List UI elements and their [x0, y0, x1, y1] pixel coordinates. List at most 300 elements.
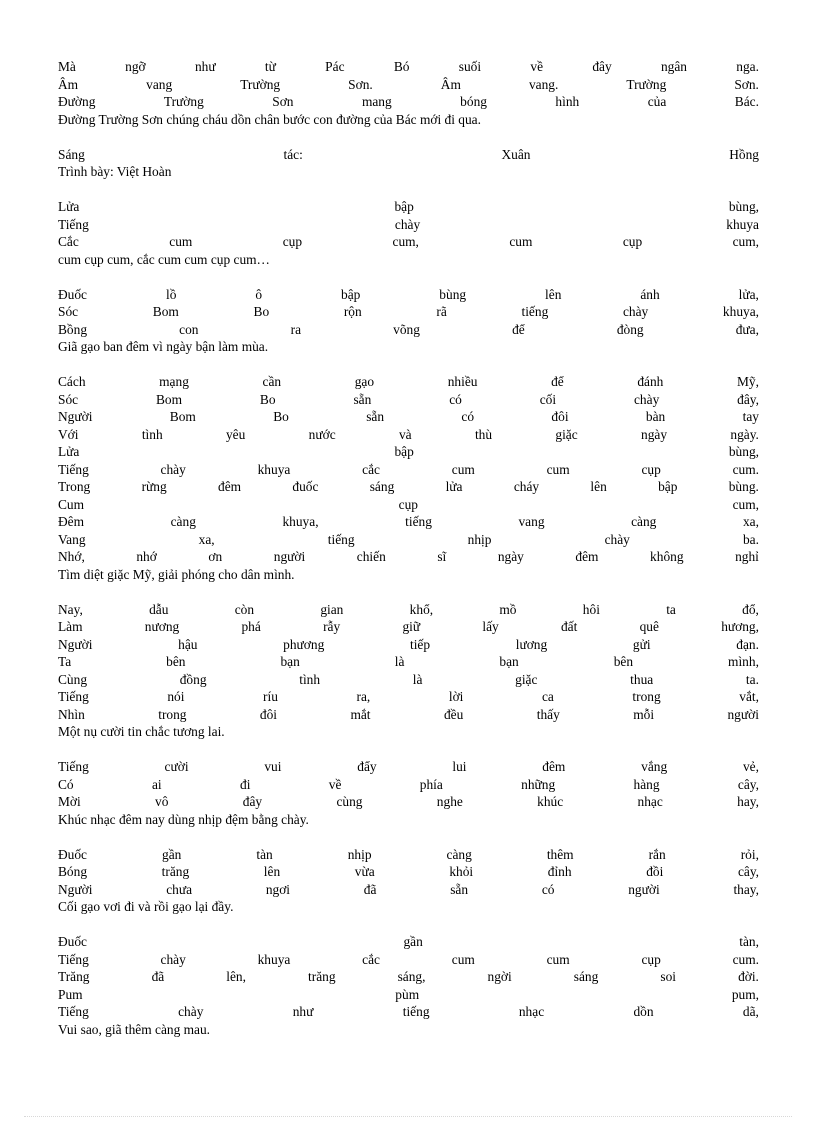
word: bập [658, 479, 678, 494]
word: ngày. [730, 426, 759, 442]
word: cum [546, 461, 570, 477]
word: cum, [392, 234, 419, 249]
word: Lửa [58, 199, 80, 214]
word: bập [394, 199, 414, 214]
word: gian [320, 601, 344, 617]
word: đời. [738, 969, 759, 984]
word: nhịp [347, 846, 372, 862]
word: lửa [445, 479, 463, 494]
poem-line [58, 426, 759, 444]
word: đồng [179, 671, 207, 687]
word: mình, [728, 654, 759, 669]
word: gần [162, 846, 182, 862]
word: hình [555, 94, 580, 109]
word: bùng, [728, 444, 759, 459]
poem-line [58, 688, 759, 706]
word: phá [241, 619, 261, 634]
poem-line [58, 461, 759, 479]
word: đây [592, 59, 612, 74]
word: rẫy [323, 619, 341, 634]
word: Tiếng [58, 689, 89, 704]
word: hay, [737, 794, 759, 809]
word: Bom [169, 409, 196, 424]
word: Nay, [58, 601, 83, 617]
word: cum [451, 461, 475, 477]
word: tàn [256, 846, 273, 862]
word: đều [443, 706, 464, 722]
poem-line: Trình bày: Việt Hoàn [58, 164, 172, 179]
word: chiến [356, 549, 386, 564]
word: đôi [259, 706, 278, 722]
poem-line [58, 776, 759, 794]
word: Sáng [58, 146, 85, 162]
word: thù [474, 426, 493, 442]
word: sẵn [366, 409, 385, 424]
word: lồ [165, 286, 177, 302]
word: Xuân [501, 146, 531, 162]
word: sáng [369, 479, 395, 494]
poem-line [58, 233, 759, 251]
word: Tiếng [58, 461, 89, 477]
word: đêm [575, 549, 599, 564]
word: rộn [343, 304, 362, 319]
word: tình [299, 671, 321, 687]
poem-line [58, 793, 759, 811]
word: võng [393, 321, 420, 337]
word: yêu [225, 426, 246, 442]
word: rắn [648, 846, 666, 862]
poem-line [58, 198, 759, 216]
poem-line [58, 443, 759, 461]
word: cụp [641, 461, 661, 477]
word: người [727, 706, 759, 722]
stanza [58, 286, 759, 356]
word: Lửa [58, 444, 80, 459]
word: cum [546, 951, 570, 967]
word: cây, [737, 776, 759, 792]
word: khúc [537, 794, 564, 809]
word: càng [170, 514, 196, 529]
word: bàn [645, 409, 666, 424]
stanza [58, 146, 759, 181]
poem-line [58, 408, 759, 426]
word: tiếng [521, 304, 549, 319]
word: trong [158, 706, 187, 722]
word: mắt [350, 706, 371, 722]
word: Người [58, 636, 93, 652]
word: thấy [536, 706, 560, 722]
word: chày [394, 216, 421, 232]
word: Làm [58, 619, 83, 634]
document-page [58, 58, 759, 1056]
word: về [328, 776, 342, 792]
word: bóng [460, 94, 487, 109]
word: cum, [732, 496, 759, 512]
word: Trăng [58, 969, 90, 984]
word: khuya [726, 216, 759, 232]
word: có [541, 881, 555, 897]
word: đêm [542, 759, 566, 774]
word: đây, [737, 391, 759, 407]
word: ra [290, 321, 302, 337]
word: người [273, 549, 306, 564]
word: nhớ [136, 549, 157, 564]
word: ngỡ [125, 59, 146, 74]
word: rỏi, [740, 846, 759, 862]
poem-line [58, 93, 759, 111]
word: đây [242, 794, 263, 809]
poem-line [58, 373, 759, 391]
word: cụp [622, 234, 643, 249]
word: ra, [356, 689, 371, 704]
word: bên [613, 654, 634, 669]
word: Bo [273, 409, 289, 424]
word: gửi [632, 636, 651, 652]
word: để [512, 321, 525, 337]
word: khuya, [722, 304, 759, 319]
word: đôi [551, 409, 569, 424]
word: Ta [58, 654, 72, 669]
word: bùng, [728, 199, 759, 214]
word: Sóc [58, 391, 79, 407]
word: đỉnh [547, 864, 572, 879]
word: ngời [487, 969, 512, 984]
word: Âm [58, 76, 79, 92]
word: vang [146, 76, 173, 92]
word: vẻ, [742, 759, 759, 774]
poem-line: Khúc nhạc đêm nay dùng nhịp đệm bằng chày. [58, 811, 309, 827]
word: khuya, [282, 514, 319, 529]
word: tình [141, 426, 163, 442]
word: Đường [58, 94, 96, 109]
word: Nhớ, [58, 549, 85, 564]
word: ô [255, 286, 263, 302]
word: dã, [742, 1004, 759, 1019]
word: Pác [325, 59, 345, 74]
word: ánh [640, 286, 660, 302]
word: từ [264, 59, 276, 74]
word: mỗi [633, 706, 655, 722]
word: Người [58, 409, 93, 424]
word: lên [590, 479, 607, 494]
word: đòng [616, 321, 644, 337]
word: đổ, [742, 601, 759, 617]
word: gạo [354, 374, 375, 389]
word: xa, [198, 531, 215, 547]
word: cum [451, 951, 475, 967]
word: cum, [732, 234, 759, 249]
word: đã [363, 881, 377, 897]
word: Bo [253, 304, 270, 319]
word: cum [509, 234, 533, 249]
poem-line: Một nụ cười tin chắc tương lai. [58, 724, 225, 739]
word: vắt, [739, 689, 759, 704]
word: đánh [637, 374, 664, 389]
word: Sơn. [734, 76, 759, 92]
word: chày [160, 461, 186, 477]
word: Bom [152, 304, 179, 319]
poem-line [58, 478, 759, 496]
word: tiếng [402, 1004, 430, 1019]
word: cum. [732, 951, 759, 967]
word: lấy [482, 619, 499, 634]
word: sáng [573, 969, 599, 984]
poem-line [58, 933, 759, 951]
word: sẵn [450, 881, 469, 897]
word: nga. [736, 59, 759, 74]
word: Đuốc [58, 934, 88, 949]
word: phía [419, 776, 443, 792]
word: không [650, 549, 684, 564]
word: khuya [257, 951, 291, 967]
word: nhiều [447, 374, 478, 389]
poem-line [58, 513, 759, 531]
word: càng [446, 846, 472, 862]
word: lời [448, 689, 464, 704]
poem-line [58, 671, 759, 689]
word: vang. [528, 76, 559, 92]
word: chày [622, 304, 649, 319]
word: Sơn. [348, 76, 373, 92]
word: Cum [58, 496, 85, 512]
word: tiếp [409, 636, 431, 652]
word: lui [452, 759, 467, 774]
word: Mời [58, 794, 81, 809]
word: ca [541, 689, 554, 704]
word: bùng. [728, 479, 759, 494]
word: nghe [436, 794, 463, 809]
word: cối [539, 391, 557, 407]
word: thay, [733, 881, 759, 897]
stanza [58, 198, 759, 268]
word: là [394, 654, 405, 669]
poem-line [58, 653, 759, 671]
poem-line [58, 636, 759, 654]
word: vắng [641, 759, 668, 774]
poem-line [58, 881, 759, 899]
word: lên, [226, 969, 246, 984]
word: sĩ [437, 549, 447, 564]
word: Với [58, 426, 79, 442]
poem-line [58, 286, 759, 304]
word: tiếng [405, 514, 432, 529]
word: như [194, 59, 216, 74]
word: rừng [141, 479, 167, 494]
poem-line: Tìm diệt giặc Mỹ, giải phóng cho dân mình. [58, 566, 295, 582]
word: Tiếng [58, 759, 89, 774]
word: bùng [439, 286, 467, 302]
poem-line [58, 548, 759, 566]
word: thêm [546, 846, 574, 862]
poem-line: cum cụp cum, cắc cum cum cụp cum… [58, 251, 270, 267]
word: ngân [660, 59, 687, 74]
word: nước [308, 426, 336, 442]
word: khỏi [449, 864, 474, 879]
word: cụp [641, 951, 661, 967]
word: tiếng [327, 531, 355, 547]
poem-line: Giã gạo ban đêm vì ngày bận làm mùa. [58, 339, 269, 354]
word: nghỉ [735, 549, 759, 564]
word: Sơn [272, 94, 294, 109]
word: suối [458, 59, 482, 74]
word: mang [361, 94, 392, 109]
stanza [58, 58, 759, 128]
word: Đuốc [58, 286, 88, 302]
word: giặc [555, 426, 578, 442]
poem-line: Đường Trường Sơn chúng cháu dồn chân bước con đường của Bác mới đi qua. [58, 111, 481, 127]
word: đạn. [736, 636, 759, 652]
word: Âm [440, 76, 461, 92]
poem-line [58, 846, 759, 864]
word: nương [144, 619, 180, 634]
word: con [179, 321, 199, 337]
word: gần [403, 934, 423, 949]
word: lửa, [738, 286, 759, 302]
word: dồn [633, 1004, 654, 1019]
word: tàn, [739, 934, 759, 949]
poem-line [58, 758, 759, 776]
word: Nhìn [58, 706, 85, 722]
word: trăng [161, 864, 190, 879]
word: chày [160, 951, 186, 967]
word: của [647, 94, 667, 109]
word: cum. [732, 461, 759, 477]
word: Trong [58, 479, 91, 494]
word: ngày [641, 426, 668, 442]
word: Trường [626, 76, 667, 92]
stanza [58, 846, 759, 916]
word: có [461, 409, 475, 424]
word: Có [58, 776, 74, 792]
poem-line [58, 146, 759, 164]
word: Bom [155, 391, 183, 407]
word: Cùng [58, 671, 88, 687]
poem-line [58, 303, 759, 321]
poem-line [58, 321, 759, 339]
word: ríu [263, 689, 278, 704]
word: thua [630, 671, 654, 687]
word: vang [518, 514, 545, 529]
word: nói [167, 689, 185, 704]
poem-line [58, 968, 759, 986]
word: Bồng [58, 321, 88, 337]
word: là [412, 671, 423, 687]
word: đêm [218, 479, 242, 494]
poem-line [58, 951, 759, 969]
word: những [521, 776, 556, 792]
word: bập [394, 444, 414, 459]
stanza [58, 601, 759, 741]
word: mạng [159, 374, 189, 389]
poem-line: Vui sao, giã thêm càng mau. [58, 1021, 211, 1037]
poem-line [58, 863, 759, 881]
word: quê [639, 619, 659, 634]
word: cây, [737, 864, 759, 879]
word: càng [631, 514, 657, 529]
word: trăng [308, 969, 336, 984]
word: bập [341, 286, 361, 302]
word: đất [560, 619, 578, 634]
word: đã [151, 969, 165, 984]
word: cắc [362, 951, 380, 967]
word: bạn [280, 654, 300, 669]
word: Tiếng [58, 1004, 89, 1019]
stanza [58, 933, 759, 1038]
word: chày [604, 531, 630, 547]
poem-line [58, 216, 759, 234]
word: để [551, 374, 564, 389]
poem-line [58, 706, 759, 724]
word: pum, [731, 986, 759, 1002]
word: Cách [58, 374, 86, 389]
word: chày [178, 1004, 204, 1019]
word: chày [633, 391, 660, 407]
word: cum [169, 234, 193, 249]
word: ngơi [265, 881, 291, 897]
word: cần [262, 374, 282, 389]
word: Đêm [58, 514, 85, 529]
word: cùng [336, 794, 363, 809]
poem-line [58, 391, 759, 409]
word: nhạc [637, 794, 663, 809]
word: Tiếng [58, 216, 89, 232]
word: pùm [395, 986, 420, 1002]
word: tay [742, 409, 759, 424]
word: lên [263, 864, 281, 879]
poem-line [58, 618, 759, 636]
poem-line [58, 986, 759, 1004]
word: bạn [499, 654, 519, 669]
word: ngày [497, 549, 524, 564]
word: rã [436, 304, 447, 319]
word: tác: [283, 146, 303, 162]
word: người [628, 881, 660, 897]
word: cháy [513, 479, 540, 494]
poem-line [58, 1003, 759, 1021]
word: Tiếng [58, 951, 89, 967]
word: cắc [362, 461, 380, 477]
word: đưa, [735, 321, 759, 337]
word: khổ, [409, 601, 434, 617]
word: ta. [745, 671, 759, 687]
word: hậu [178, 636, 198, 652]
poem-line [58, 496, 759, 514]
page-footer-rule [24, 1116, 792, 1117]
word: xa, [742, 514, 759, 529]
word: nhịp [467, 531, 492, 547]
word: khuya [257, 461, 291, 477]
poem-line [58, 58, 759, 76]
word: Bác. [734, 94, 759, 109]
word: soi [660, 969, 677, 984]
word: và [398, 426, 412, 442]
word: lương [515, 636, 548, 652]
word: vui [264, 759, 282, 774]
word: cụp [282, 234, 303, 249]
stanza [58, 373, 759, 583]
word: nhạc [518, 1004, 545, 1019]
word: Người [58, 881, 93, 897]
poem-line: Cối gạo vơi đi và rồi gạo lại đầy. [58, 899, 234, 914]
word: ai [151, 776, 162, 792]
word: còn [234, 601, 255, 617]
word: Bóng [58, 864, 88, 879]
word: ba. [742, 531, 759, 547]
word: sáng, [397, 969, 426, 984]
word: mồ [499, 601, 517, 617]
word: Hồng [729, 146, 759, 162]
poem-line [58, 531, 759, 549]
